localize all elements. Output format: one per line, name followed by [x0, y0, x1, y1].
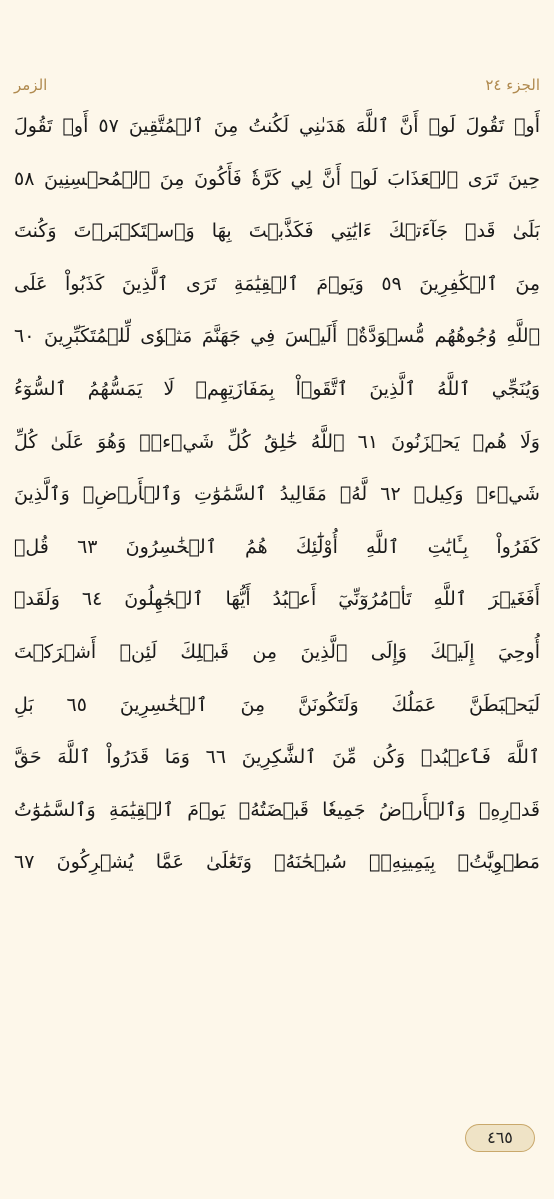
text-line: شَيۡءٖ وَكِيلٞ ٦٢ لَّهُۥ مَقَالِيدُ ٱلسَّمَٰوَٰتِ وَٱلۡأَرۡضِۗ وَٱلَّذِينَ — [14, 483, 540, 506]
text-line: ٱللَّهِ وُجُوهُهُم مُّسۡوَدَّةٌۚ أَلَيۡسَ فِي جَهَنَّمَ مَثۡوٗى لِّلۡمُتَكَبِّرِينَ ٦٠ — [14, 325, 540, 348]
surah-name: الزمر — [14, 76, 48, 94]
text-line: قَدۡرِهِۦ وَٱلۡأَرۡضُ جَمِيعٗا قَبۡضَتُهُۥ يَوۡمَ ٱلۡقِيَٰمَةِ وَٱلسَّمَٰوَٰتُ — [14, 798, 540, 821]
page-number-badge: ٤٦٥ — [465, 1124, 535, 1152]
text-line: كَفَرُواْ بِـَٔايَٰتِ ٱللَّهِ أُوْلَٰٓئِكَ هُمُ ٱلۡخَٰسِرُونَ ٦٣ قُلۡ — [14, 535, 540, 558]
text-line: وَلَا هُمۡ يَحۡزَنُونَ ٦١ ٱللَّهُ خَٰلِقُ كُلِّ شَيۡءٖۖ وَهُوَ عَلَىٰ كُلِّ — [14, 430, 540, 453]
text-line: ٱللَّهَ فَٱعۡبُدۡ وَكُن مِّنَ ٱلشَّٰكِرِينَ ٦٦ وَمَا قَدَرُواْ ٱللَّهَ حَقَّ — [14, 746, 540, 769]
text-line: أُوحِيَ إِلَيۡكَ وَإِلَى ٱلَّذِينَ مِن قَبۡلِكَ لَئِنۡ أَشۡرَكۡتَ — [14, 640, 540, 663]
text-line: أَوۡ تَقُولَ لَوۡ أَنَّ ٱللَّهَ هَدَىٰنِي لَكُنتُ مِنَ ٱلۡمُتَّقِينَ ٥٧ أَوۡ تَقُولَ — [14, 115, 540, 137]
text-line: حِينَ تَرَى ٱلۡعَذَابَ لَوۡ أَنَّ لِي كَرَّةٗ فَأَكُونَ مِنَ ٱلۡمُحۡسِنِينَ ٥٨ — [14, 167, 540, 190]
text-line: أَفَغَيۡرَ ٱللَّهِ تَأۡمُرُوٓنِّيٓ أَعۡبُدُ أَيُّهَا ٱلۡجَٰهِلُونَ ٦٤ وَلَقَدۡ — [14, 588, 540, 611]
text-line: وَيُنَجِّي ٱللَّهُ ٱلَّذِينَ ٱتَّقَوۡاْ بِمَفَازَتِهِمۡ لَا يَمَسُّهُمُ ٱلسُّوٓءُ — [14, 377, 540, 400]
quran-text — [14, 100, 540, 889]
text-line: مِنَ ٱلۡكَٰفِرِينَ ٥٩ وَيَوۡمَ ٱلۡقِيَٰمَةِ تَرَى ٱلَّذِينَ كَذَبُواْ عَلَى — [14, 272, 540, 295]
juz-label: الجزء ٢٤ — [485, 76, 540, 94]
text-line: لَيَحۡبَطَنَّ عَمَلُكَ وَلَتَكُونَنَّ مِنَ ٱلۡخَٰسِرِينَ ٦٥ بَلِ — [14, 693, 540, 716]
text-line: مَطۡوِيَّٰتُۢ بِيَمِينِهِۦۚ سُبۡحَٰنَهُۥ وَتَعَٰلَىٰ عَمَّا يُشۡرِكُونَ ٦٧ — [14, 851, 540, 874]
page-footer — [0, 1124, 554, 1154]
text-line: بَلَىٰ قَدۡ جَآءَتۡكَ ءَايَٰتِي فَكَذَّبۡتَ بِهَا وَٱسۡتَكۡبَرۡتَ وَكُنتَ — [14, 220, 540, 243]
page-header — [14, 72, 540, 98]
